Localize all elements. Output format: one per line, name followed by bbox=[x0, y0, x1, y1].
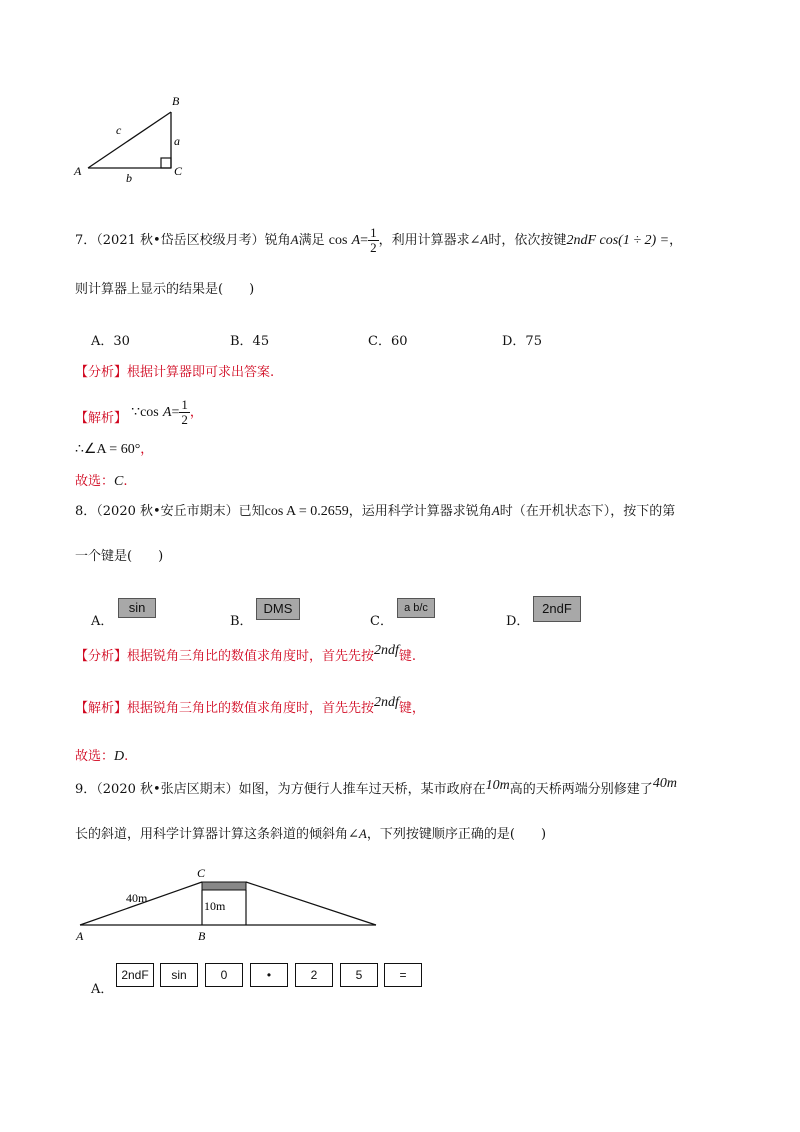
vertex-B-label: B bbox=[172, 94, 180, 108]
q9-text3: ，下列按键顺序正确的是 bbox=[366, 827, 510, 842]
q9-angle-var: A bbox=[358, 826, 367, 841]
q9-line2-text: 长的斜道，用科学计算器计算这条斜道的倾斜角∠ bbox=[75, 827, 359, 842]
q7-answer-end: . bbox=[123, 474, 128, 489]
q9-height: 10m bbox=[485, 778, 510, 793]
q8-answer-value: D bbox=[114, 749, 125, 764]
q7-fraction bbox=[368, 226, 379, 255]
q8-line2 bbox=[75, 545, 163, 564]
q8-text2: ，运用科学计算器求锐角 bbox=[348, 504, 492, 519]
q7-option-c: C．60 bbox=[368, 334, 408, 349]
q8-option-c-label: C． bbox=[370, 614, 393, 629]
q8-answer bbox=[75, 745, 128, 765]
q7-option-a: A．30 bbox=[91, 334, 130, 349]
q8-line1 bbox=[75, 500, 675, 520]
q7-solution-fraction bbox=[179, 398, 190, 427]
vertex-C-label: C bbox=[174, 164, 183, 178]
side-c-label: c bbox=[116, 123, 122, 137]
q8-solution bbox=[75, 697, 425, 717]
q7-angle-comma: ， bbox=[140, 442, 154, 457]
q7-source: （2021 秋•岱岳区校级月考）锐角 bbox=[96, 233, 291, 248]
q8-option-b-label: B． bbox=[230, 614, 253, 629]
vertex-A-label: A bbox=[74, 164, 82, 178]
q7-numerator: 1 bbox=[370, 225, 377, 240]
key-sin: sin bbox=[160, 963, 198, 987]
bridge-height-label: 10m bbox=[204, 899, 226, 913]
q7-line2 bbox=[75, 278, 254, 297]
q7-end: ， bbox=[669, 233, 683, 248]
q8-answer-end: . bbox=[124, 749, 129, 764]
q7-solution-denominator: 2 bbox=[181, 412, 188, 427]
q8-analysis-text: 【分析】根据锐角三角比的数值求角度时，首先先按 bbox=[75, 649, 375, 664]
q8-cos-expr: cos A = 0.2659 bbox=[264, 504, 349, 519]
q7-denominator: 2 bbox=[370, 240, 377, 255]
right-triangle-figure bbox=[66, 90, 196, 185]
key-5: 5 bbox=[340, 963, 378, 987]
q8-answer-label: 故选： bbox=[75, 749, 115, 764]
sin-key-image: sin bbox=[118, 598, 156, 618]
q8-solution-key: 2ndf bbox=[374, 695, 399, 710]
fraction-key-image: a b/c bbox=[397, 598, 435, 618]
2ndf-key-image: 2ndF bbox=[533, 596, 581, 622]
q8-number: 8． bbox=[75, 504, 97, 519]
q9-text2: 高的天桥两端分别修建了 bbox=[509, 782, 653, 797]
q7-solution-line1 bbox=[75, 398, 203, 427]
bridge-A-label: A bbox=[76, 929, 84, 943]
q8-paren: ( ) bbox=[127, 549, 164, 564]
q7-answer bbox=[75, 470, 128, 490]
bridge-C-label: C bbox=[197, 866, 206, 880]
q7-cos: cos bbox=[328, 233, 348, 248]
q7-number: 7． bbox=[75, 233, 97, 248]
q9-length: 40m bbox=[652, 776, 677, 791]
side-a-label: a bbox=[174, 134, 180, 148]
q8-analysis-end: 键. bbox=[398, 649, 417, 664]
q9-line1 bbox=[75, 778, 677, 798]
q8-option-d-label: D． bbox=[506, 614, 530, 629]
q7-angle-var: A bbox=[480, 232, 489, 247]
q7-solution-eq: = bbox=[171, 405, 180, 420]
q7-solution-label: 【解析】 bbox=[75, 411, 128, 426]
q8-var: A bbox=[491, 503, 500, 518]
q7-angle-result: ∴∠A = 60° bbox=[75, 442, 141, 457]
q7-solution-comma: ， bbox=[189, 405, 203, 420]
q7-line2-text: 则计算器上显示的结果是 bbox=[75, 282, 219, 297]
q7-solution-line2 bbox=[75, 438, 153, 458]
q7-solution-cos: ∵cos bbox=[131, 405, 159, 420]
q8-text3: 时（在开机状态下），按下的第 bbox=[499, 504, 676, 519]
q7-answer-label: 故选： bbox=[75, 474, 115, 489]
q7-var: A bbox=[290, 232, 299, 247]
dms-key-image: DMS bbox=[256, 598, 300, 620]
q7-line1 bbox=[75, 226, 682, 255]
q7-analysis: 【分析】根据计算器即可求出答案. bbox=[75, 365, 275, 380]
key-dot: • bbox=[250, 963, 288, 987]
q8-analysis-key: 2ndf bbox=[374, 643, 399, 658]
q7-solution-numerator: 1 bbox=[181, 397, 188, 412]
q9-paren: ( ) bbox=[509, 827, 547, 842]
bridge-B-label: B bbox=[198, 929, 206, 943]
q7-paren: ( ) bbox=[218, 282, 255, 297]
key-2: 2 bbox=[295, 963, 333, 987]
q8-analysis bbox=[75, 645, 416, 665]
q8-option-a-label: A． bbox=[91, 614, 114, 629]
q7-answer-value: C bbox=[114, 474, 124, 489]
q7-text2: ，利用计算器求∠ bbox=[378, 233, 481, 248]
bridge-slope-label: 40m bbox=[126, 891, 148, 905]
q7-text3: 时，依次按键 bbox=[488, 233, 567, 248]
q7-option-b: B．45 bbox=[230, 334, 270, 349]
q9-source: （2020 秋•张店区期末）如图，为方便行人推车过天桥，某市政府在 bbox=[96, 782, 486, 797]
q8-solution-end: 键， bbox=[398, 701, 425, 716]
key-0: 0 bbox=[205, 963, 243, 987]
key-2ndf: 2ndF bbox=[116, 963, 154, 987]
q8-source: （2020 秋•安丘市期末）已知 bbox=[96, 504, 265, 519]
bridge-figure bbox=[70, 862, 390, 944]
q7-solution-var: A bbox=[162, 405, 172, 420]
q8-line2-text: 一个键是 bbox=[75, 549, 128, 564]
q7-key-sequence: 2ndF cos(1 ÷ 2) = bbox=[566, 233, 670, 248]
q7-cos-var: A bbox=[351, 233, 361, 248]
q9-number: 9． bbox=[75, 782, 97, 797]
key-equals: = bbox=[384, 963, 422, 987]
q7-mid: 满足 bbox=[298, 233, 325, 248]
q7-eq: = bbox=[360, 233, 369, 248]
q9-option-a-label: A． bbox=[91, 982, 114, 997]
q8-solution-text: 【解析】根据锐角三角比的数值求角度时，首先先按 bbox=[75, 701, 375, 716]
q7-option-d: D．75 bbox=[502, 334, 542, 349]
q9-line2 bbox=[75, 823, 546, 842]
side-b-label: b bbox=[126, 171, 132, 185]
